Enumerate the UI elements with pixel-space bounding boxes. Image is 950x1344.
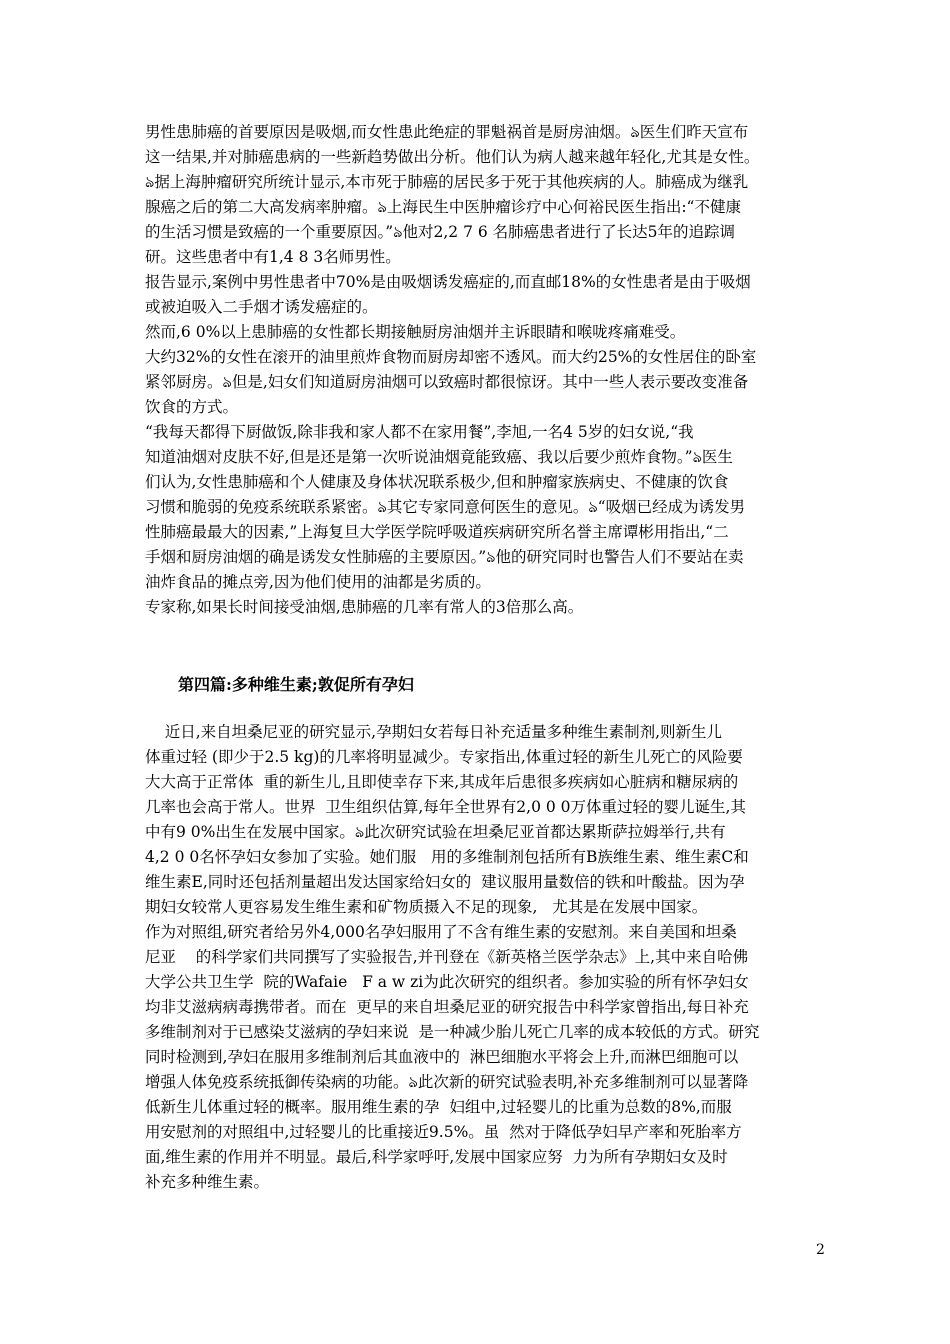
text-line: 尼亚 的科学家们共同撰写了实验报告,并刊登在《新英格兰医学杂志》上,其中来自哈佛 (145, 948, 749, 966)
text-line: 增强人体免疫系统抵御传染病的功能。ঌ此次新的研究试验表明,补充多维制剂可以显著降 (145, 1073, 749, 1091)
text-line: 们认为,女性患肺癌和个人健康及身体状况联系极少,但和肿瘤家族病史、不健康的饮食 (145, 473, 729, 491)
text-line: 大大高于正常体 重的新生儿,且即使幸存下来,其成年后患很多疾病如心脏病和糖尿病的 (145, 773, 739, 791)
text-line: 大学公共卫生学 院的Wafaie F a w zi为此次研究的组织者。参加实验的所有怀孕妇女 (145, 973, 749, 991)
text-line: 手烟和厨房油烟的确是诱发女性肺癌的主要原因。”ঌ他的研究同时也警告人们不要站在卖 (145, 548, 744, 566)
text-line: 油炸食品的摊点旁,因为他们使用的油都是劣质的。 (145, 573, 491, 591)
text-line: 专家称,如果长时间接受油烟,患肺癌的几率有常人的3倍那么高。 (145, 598, 584, 616)
text-line: 4,2 0 0名怀孕妇女参加了实验。她们服 用的多维制剂包括所有B族维生素、维生素C和 (145, 848, 749, 866)
article-body-vitamins (145, 720, 825, 1195)
text-line: 习惯和脆弱的免疫系统联系紧密。ঌ其它专家同意何医生的意见。ঌ“吸烟已经成为诱发男 (145, 498, 746, 516)
text-line: 均非艾滋病病毒携带者。而在 更早的来自坦桑尼亚的研究报告中科学家曾指出,每日补充 (145, 998, 749, 1016)
section-heading: 第四篇:多种维生素;敦促所有孕妇 (178, 675, 414, 694)
text-line: 面,维生素的作用并不明显。最后,科学家呼吁,发展中国家应努 力为所有孕期妇女及时 (145, 1148, 728, 1166)
text-line: 几率也会高于常人。世界 卫生组织估算,每年全世界有2,0 0 0万体重过轻的婴儿诞生,其 (145, 798, 746, 816)
text-line: 低新生儿体重过轻的概率。服用维生素的孕 妇组中,过轻婴儿的比重为总数的8%,而服 (145, 1098, 732, 1116)
text-line: ঌ据上海肿瘤研究所统计显示,本市死于肺癌的居民多于死于其他疾病的人。肺癌成为继乳 (145, 173, 749, 191)
text-line: 饮食的方式。 (145, 398, 239, 416)
text-line: 维生素E,同时还包括剂量超出发达国家给妇女的 建议服用量数倍的铁和叶酸盐。因为孕 (145, 873, 745, 891)
text-line: 的生活习惯是致癌的一个重要原因。”ঌ他对2,2 7 6 名肺癌患者进行了长达5年的追踪调 (145, 223, 736, 241)
text-line: 中有9 0%出生在发展中国家。ঌ此次研究试验在坦桑尼亚首都达累斯萨拉姆举行,共有 (145, 823, 726, 841)
article-body-lung-cancer (145, 120, 825, 620)
text-line: 补充多种维生素。 (145, 1173, 270, 1191)
text-line: 男性患肺癌的首要原因是吸烟,而女性患此绝症的罪魁祸首是厨房油烟。ঌ医生们昨天宣布 (145, 123, 749, 141)
text-line: 或被迫吸入二手烟才诱发癌症的。 (145, 298, 378, 316)
text-line: 紧邻厨房。ঌ但是,妇女们知道厨房油烟可以致癌时都很惊讶。其中一些人表示要改变准备 (145, 373, 749, 391)
text-line: 多维制剂对于已感染艾滋病的孕妇来说 是一种减少胎儿死亡几率的成本较低的方式。研究 (145, 1023, 760, 1041)
text-line: 然而,6 0%以上患肺癌的女性都长期接触厨房油烟并主诉眼睛和喉咙疼痛难受。 (145, 323, 686, 341)
text-line: 报告显示,案例中男性患者中70%是由吸烟诱发癌症的,而直邮18%的女性患者是由于吸烟 (145, 273, 751, 291)
text-line: 性肺癌最最大的因素,”上海复旦大学医学院呼吸道疾病研究所名誉主席谭彬用指出,“二 (145, 523, 729, 541)
text-line: 用安慰剂的对照组中,过轻婴儿的比重接近9.5%。虽 然对于降低孕妇早产率和死胎率方 (145, 1123, 742, 1141)
text-line: 近日,来自坦桑尼亚的研究显示,孕期妇女若每日补充适量多种维生素制剂,则新生儿 (145, 723, 722, 741)
text-line: 研。这些患者中有1,4 8 3名师男性。 (145, 248, 401, 266)
text-line: 大约32%的女性在滚开的油里煎炸食物而厨房却密不透风。而大约25%的女性居住的卧室 (145, 348, 757, 366)
text-line: 这一结果,并对肺癌患病的一些新趋势做出分析。他们认为病人越来越年轻化,尤其是女性。 (145, 148, 760, 166)
text-line: 作为对照组,研究者给另外4,000名孕妇服用了不含有维生素的安慰剂。来自美国和坦桑 (145, 923, 737, 941)
text-line: 体重过轻 (即少于2.5 kg)的几率将明显减少。专家指出,体重过轻的新生儿死亡的风险要 (145, 748, 743, 766)
page-number: 2 (816, 1242, 825, 1258)
text-line: 期妇女较常人更容易发生维生素和矿物质摄入不足的现象, 尤其是在发展中国家。 (145, 898, 708, 916)
text-line: “我每天都得下厨做饭,除非我和家人都不在家用餐”,李旭,一名4 5岁的妇女说,“我 (145, 423, 694, 441)
text-line: 同时检测到,孕妇在服用多维制剂后其血液中的 淋巴细胞水平将会上升,而淋巴细胞可以 (145, 1048, 739, 1066)
text-line: 知道油烟对皮肤不好,但是还是第一次听说油烟竟能致癌、我以后要少煎炸食物。”ঌ医生 (145, 448, 733, 466)
text-line: 腺癌之后的第二大高发病率肿瘤。ঌ上海民生中医肿瘤诊疗中心何裕民医生指出:“不健康 (145, 198, 741, 216)
